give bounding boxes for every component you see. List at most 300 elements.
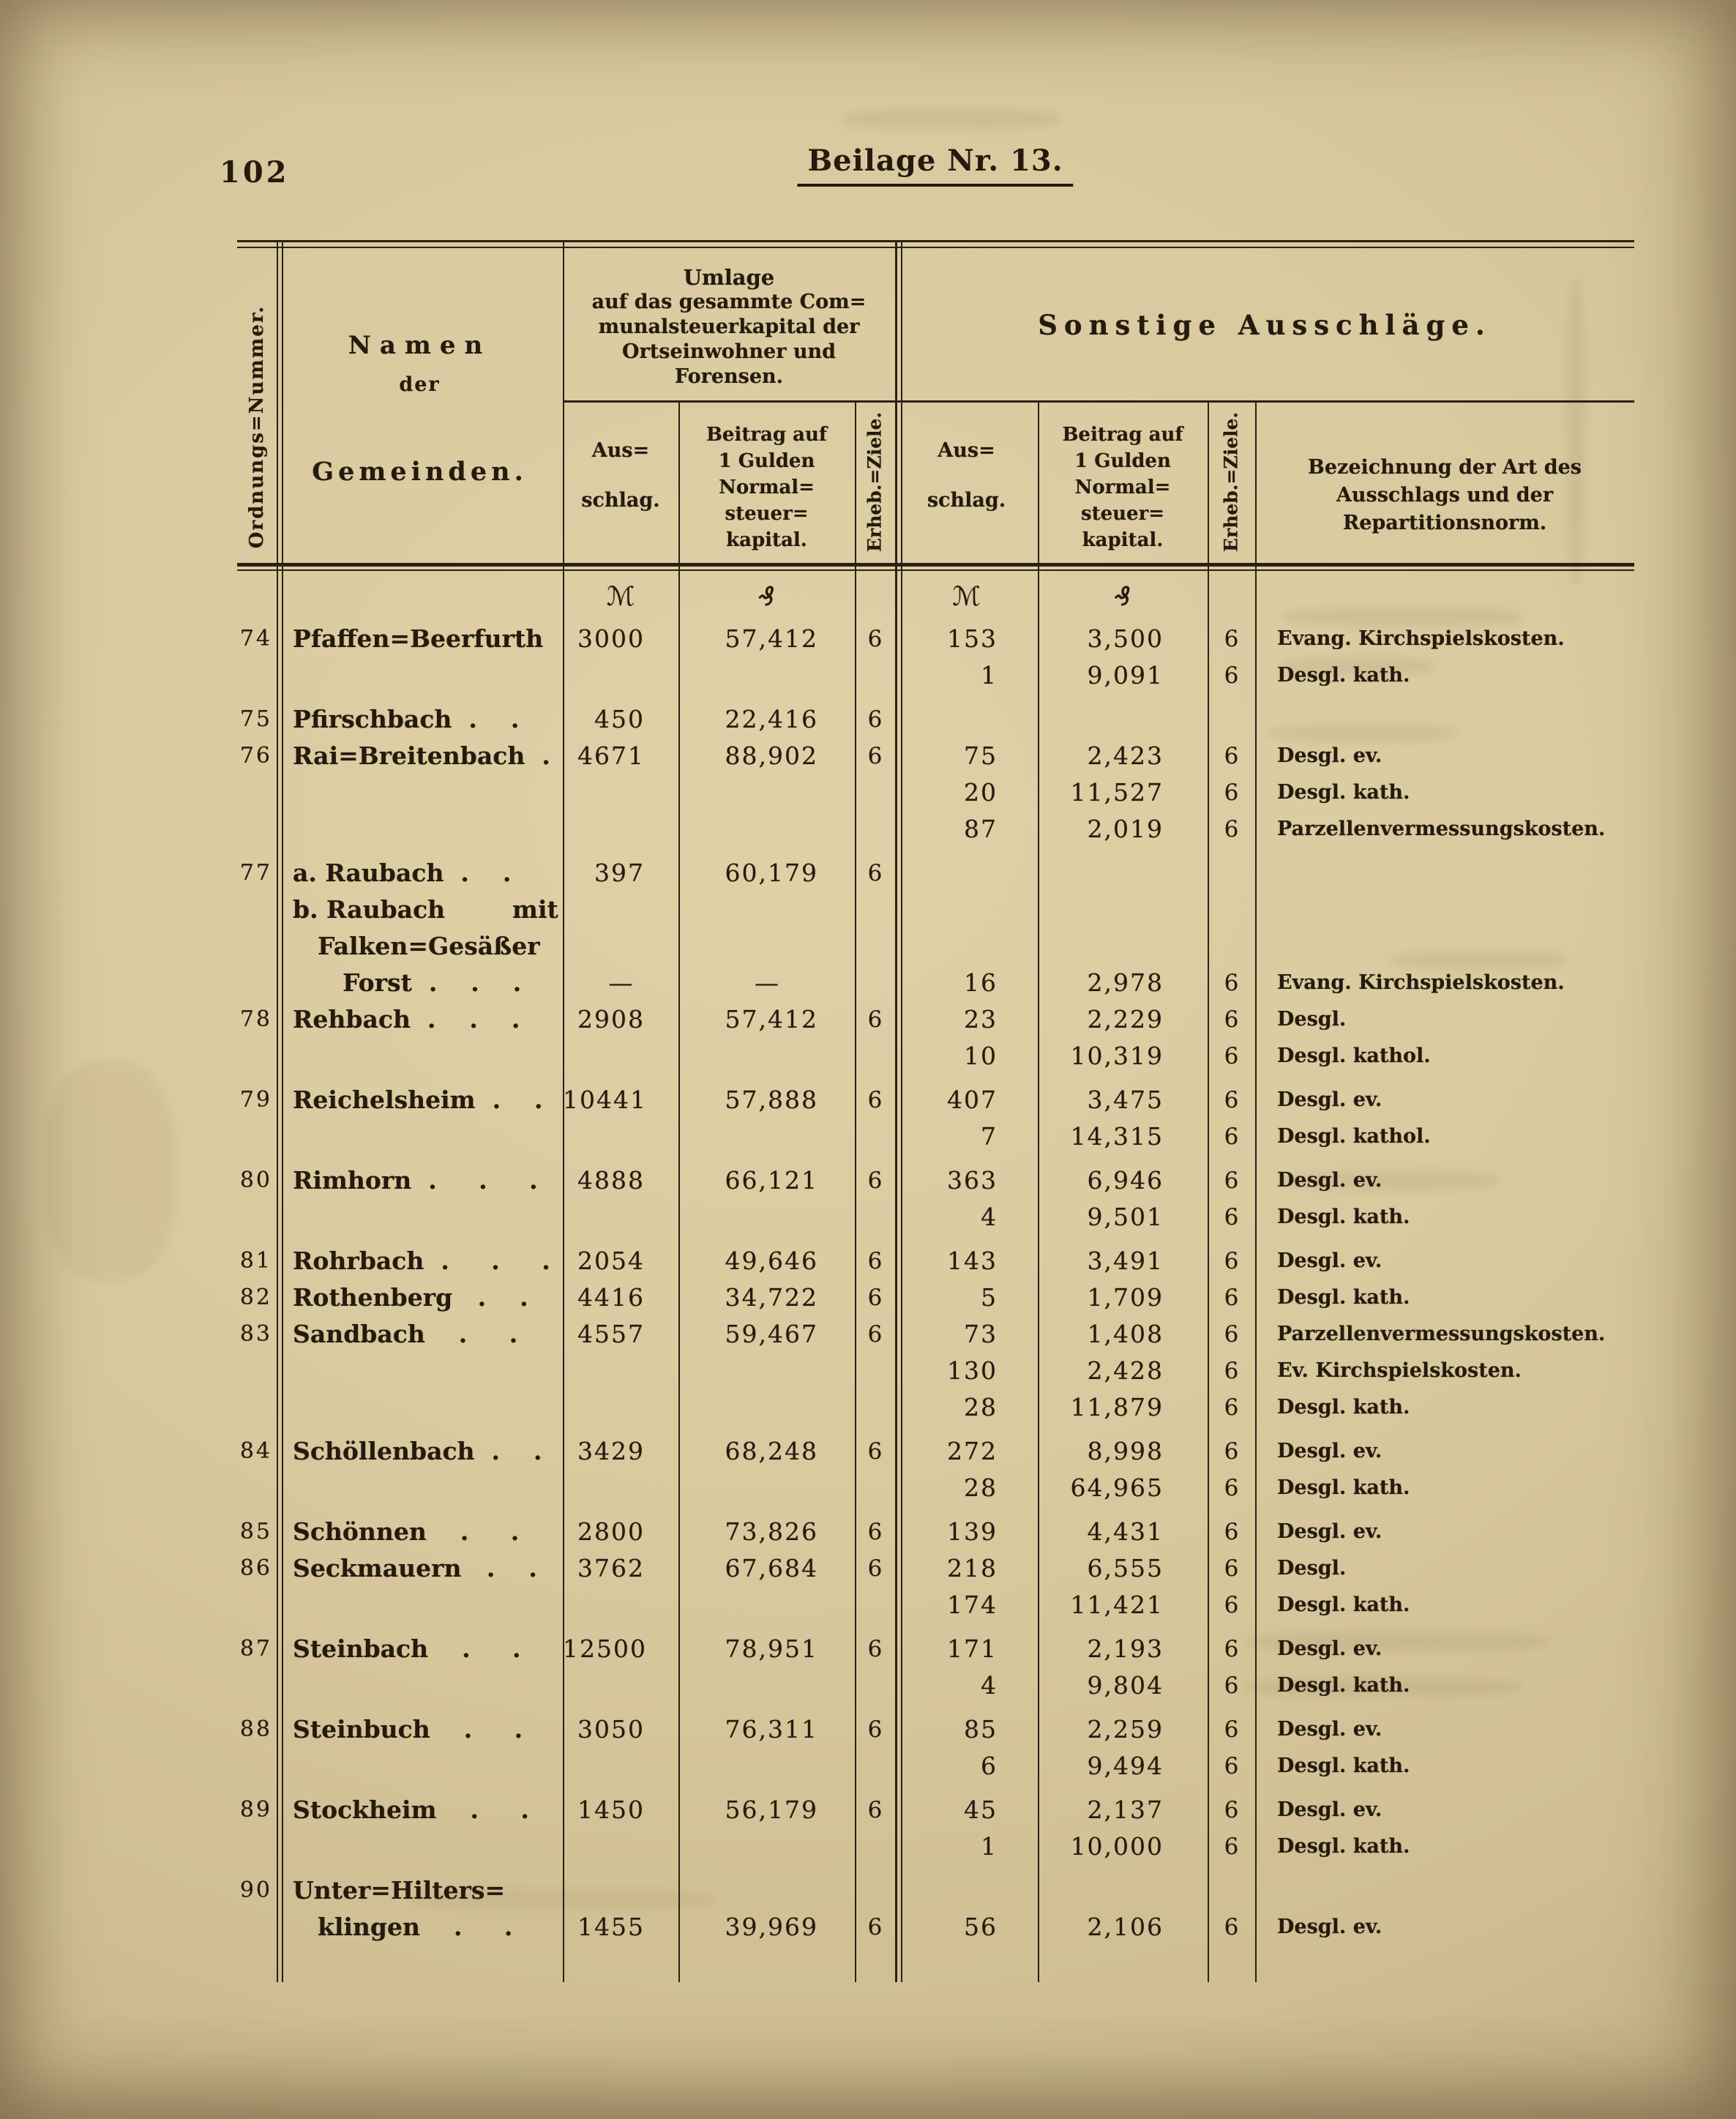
cell-sonstige-beitrag: 2,423 <box>1087 741 1164 770</box>
beitrag-header-line: Beitrag auf <box>1062 424 1183 446</box>
table-row <box>237 1470 1634 1506</box>
cell-umlage-beitrag <box>678 1667 855 1704</box>
cell-ordnungsnummer <box>237 1389 277 1426</box>
cell-bezeichnung: Desgl. <box>1277 1557 1347 1580</box>
cell-umlage-ausschlag: 4671 <box>577 741 645 770</box>
cell-umlage-beitrag: 49,646 <box>725 1247 818 1275</box>
cell-umlage-beitrag <box>678 928 855 965</box>
cell-bezeichnung: Desgl. kath. <box>1277 1674 1410 1697</box>
cell-umlage-ausschlag <box>563 1389 678 1426</box>
cell-umlage-beitrag: 57,412 <box>725 1005 818 1034</box>
cell-ordnungsnummer <box>237 928 277 965</box>
bleedthrough-smudge <box>44 1061 176 1281</box>
ausschlag-header: Aus= <box>938 439 995 462</box>
table-row <box>237 1631 1634 1667</box>
umlage-header-line: Ortseinwohner und <box>622 340 836 363</box>
cell-ordnungsnummer <box>237 657 277 694</box>
cell-umlage-beitrag: 76,311 <box>725 1715 818 1744</box>
cell-umlage-erhebziele: 6 <box>867 1248 883 1274</box>
cell-sonstige-beitrag <box>1038 701 1208 738</box>
cell-umlage-erhebziele <box>855 1587 895 1623</box>
cell-gemeinde-name: klingen . . <box>318 1913 513 1941</box>
cell-sonstige-beitrag: 11,527 <box>1070 778 1164 807</box>
table-row <box>237 1909 1634 1946</box>
cell-ordnungsnummer: 86 <box>239 1555 272 1581</box>
cell-sonstige-ausschlag: 5 <box>981 1283 998 1312</box>
cell-bezeichnung: Desgl. ev. <box>1277 1440 1383 1462</box>
umlage-group-header <box>563 265 895 389</box>
table-row <box>237 1433 1634 1470</box>
cell-gemeinde-name: Forst . . . <box>343 968 522 997</box>
cell-sonstige-erhebziele <box>1208 928 1255 965</box>
cell-umlage-beitrag: 66,121 <box>725 1166 818 1195</box>
table-row <box>237 892 1634 928</box>
cell-gemeinde-name <box>277 1748 563 1784</box>
cell-bezeichnung: Desgl. ev. <box>1277 1916 1383 1938</box>
cell-bezeichnung <box>1255 928 1634 965</box>
cell-umlage-erhebziele <box>855 1748 895 1784</box>
cell-bezeichnung: Parzellenvermessungskosten. <box>1277 1323 1606 1345</box>
cell-umlage-ausschlag <box>563 1872 678 1909</box>
horizontal-rule <box>237 240 1634 242</box>
cell-bezeichnung: Desgl. kath. <box>1277 1396 1410 1419</box>
cell-sonstige-ausschlag: 28 <box>964 1473 998 1502</box>
cell-gemeinde-name <box>277 1828 563 1865</box>
cell-gemeinde-name <box>277 1667 563 1704</box>
table-row <box>237 738 1634 774</box>
erhebziele-column-label: Erheb.=Ziele. <box>864 411 886 553</box>
cell-sonstige-erhebziele: 6 <box>1224 1519 1239 1545</box>
cell-gemeinde-name <box>277 1389 563 1426</box>
cell-umlage-ausschlag <box>563 1038 678 1075</box>
cell-umlage-ausschlag: 2800 <box>577 1517 645 1546</box>
umlage-header-line: Forensen. <box>674 365 784 388</box>
table-row <box>237 657 1634 694</box>
bezeichnung-header-line: Bezeichnung der Art des <box>1308 456 1582 479</box>
cell-sonstige-erhebziele: 6 <box>1224 1636 1239 1662</box>
cell-bezeichnung: Desgl. kath. <box>1277 1476 1410 1499</box>
cell-sonstige-erhebziele: 6 <box>1224 1834 1239 1860</box>
table-row <box>237 1279 1634 1316</box>
cell-sonstige-ausschlag: 7 <box>981 1122 998 1151</box>
cell-sonstige-beitrag: 2,106 <box>1087 1913 1164 1941</box>
bezeichnung-header-line: Repartitionsnorm. <box>1342 512 1547 534</box>
cell-sonstige-beitrag: 14,315 <box>1070 1122 1164 1151</box>
cell-bezeichnung: Desgl. kathol. <box>1277 1044 1431 1067</box>
cell-ordnungsnummer <box>237 1118 277 1155</box>
cell-umlage-ausschlag: 3429 <box>577 1437 645 1465</box>
tax-table <box>237 240 1634 1997</box>
cell-sonstige-erhebziele: 6 <box>1224 1592 1239 1618</box>
cell-gemeinde-name: Schönnen . . <box>293 1517 520 1546</box>
cell-umlage-ausschlag <box>563 1828 678 1865</box>
cell-gemeinde-name <box>277 1038 563 1075</box>
cell-bezeichnung: Evang. Kirchspielskosten. <box>1277 627 1565 650</box>
cell-ordnungsnummer <box>237 774 277 811</box>
cell-umlage-beitrag <box>678 1872 855 1909</box>
cell-bezeichnung: Desgl. <box>1277 1008 1347 1031</box>
cell-umlage-ausschlag: 3000 <box>577 624 645 653</box>
ausschlag-header: schlag. <box>927 489 1006 512</box>
cell-ordnungsnummer: 76 <box>239 743 272 769</box>
cell-sonstige-erhebziele <box>1208 1872 1255 1909</box>
cell-umlage-ausschlag: 4888 <box>577 1166 645 1195</box>
umlage-header-line: auf das gesammte Com= <box>591 291 867 313</box>
cell-ordnungsnummer <box>237 811 277 848</box>
cell-sonstige-ausschlag: 363 <box>947 1166 998 1195</box>
cell-umlage-erhebziele: 6 <box>867 1285 883 1311</box>
horizontal-rule <box>237 247 1634 248</box>
table-row <box>237 1118 1634 1155</box>
cell-sonstige-ausschlag: 87 <box>964 815 998 843</box>
table-row <box>237 928 1634 965</box>
empty-cell <box>1255 578 1634 616</box>
cell-sonstige-ausschlag <box>895 928 1038 965</box>
horizontal-rule <box>237 569 1634 571</box>
cell-gemeinde-name: Rai=Breitenbach . <box>293 741 550 770</box>
cell-sonstige-beitrag: 2,428 <box>1087 1356 1164 1385</box>
beitrag-header-line: Beitrag auf <box>706 424 828 446</box>
cell-umlage-beitrag: 68,248 <box>725 1437 818 1465</box>
cell-bezeichnung: Desgl. ev. <box>1277 1169 1383 1192</box>
cell-umlage-erhebziele: 6 <box>867 1716 883 1743</box>
cell-ordnungsnummer <box>237 1353 277 1389</box>
cell-gemeinde-name <box>277 1470 563 1506</box>
cell-umlage-ausschlag: 450 <box>594 705 645 733</box>
cell-sonstige-beitrag: 2,019 <box>1087 815 1164 843</box>
cell-umlage-erhebziele <box>855 1389 895 1426</box>
cell-bezeichnung: Desgl. ev. <box>1277 1249 1383 1272</box>
cell-umlage-erhebziele: 6 <box>867 1555 883 1582</box>
cell-umlage-beitrag: 67,684 <box>725 1554 818 1582</box>
cell-sonstige-erhebziele <box>1208 701 1255 738</box>
cell-sonstige-erhebziele: 6 <box>1224 626 1239 652</box>
cell-umlage-beitrag <box>678 774 855 811</box>
cell-umlage-ausschlag: 2054 <box>577 1247 645 1275</box>
cell-ordnungsnummer: 82 <box>239 1285 272 1310</box>
cell-sonstige-ausschlag <box>895 701 1038 738</box>
cell-sonstige-beitrag: 9,501 <box>1087 1203 1164 1231</box>
cell-gemeinde-name: Rothenberg . . <box>293 1283 528 1312</box>
cell-umlage-beitrag <box>678 1353 855 1389</box>
empty-cell <box>237 578 277 616</box>
cell-sonstige-ausschlag: 171 <box>947 1634 998 1663</box>
cell-sonstige-beitrag: 11,421 <box>1070 1591 1164 1619</box>
cell-sonstige-erhebziele: 6 <box>1224 1753 1239 1779</box>
cell-sonstige-ausschlag: 174 <box>947 1591 998 1619</box>
cell-umlage-beitrag <box>678 1587 855 1623</box>
cell-sonstige-ausschlag: 75 <box>964 741 998 770</box>
cell-bezeichnung: Desgl. ev. <box>1277 1637 1383 1660</box>
cell-umlage-beitrag <box>678 811 855 848</box>
page-number: 102 <box>220 155 290 190</box>
cell-sonstige-ausschlag: 1 <box>981 661 998 689</box>
cell-gemeinde-name: Pfaffen=Beerfurth <box>293 624 544 653</box>
cell-sonstige-ausschlag: 85 <box>964 1715 998 1744</box>
empty-cell <box>1208 578 1255 616</box>
cell-sonstige-beitrag: 2,978 <box>1087 968 1164 997</box>
cell-sonstige-beitrag: 1,709 <box>1087 1283 1164 1312</box>
cell-gemeinde-name: Rohrbach . . . <box>293 1247 550 1275</box>
cell-gemeinde-name: Pfirschbach . . <box>293 705 520 733</box>
cell-sonstige-erhebziele <box>1208 855 1255 892</box>
cell-sonstige-beitrag: 1,408 <box>1087 1320 1164 1348</box>
beitrag-header-line: kapital. <box>1082 529 1164 551</box>
cell-sonstige-erhebziele: 6 <box>1224 662 1239 689</box>
cell-umlage-erhebziele: 6 <box>867 626 883 652</box>
cell-ordnungsnummer <box>237 1470 277 1506</box>
cell-sonstige-erhebziele: 6 <box>1224 1673 1239 1699</box>
cell-bezeichnung: Evang. Kirchspielskosten. <box>1277 971 1565 994</box>
bezeichnung-header-line: Ausschlags und der <box>1336 484 1554 507</box>
cell-umlage-erhebziele <box>855 1828 895 1865</box>
cell-ordnungsnummer: 90 <box>239 1877 272 1903</box>
empty-cell <box>277 578 563 616</box>
cell-umlage-erhebziele <box>855 774 895 811</box>
beitrag-header-line: kapital. <box>726 529 807 551</box>
cell-sonstige-ausschlag: 16 <box>964 968 998 997</box>
cell-umlage-beitrag <box>678 657 855 694</box>
cell-umlage-beitrag: 57,888 <box>725 1085 818 1114</box>
cell-bezeichnung: Desgl. kath. <box>1277 664 1410 687</box>
cell-umlage-beitrag: 78,951 <box>725 1634 818 1663</box>
pfennig-unit-symbol: ₰ <box>1114 582 1131 612</box>
table-row <box>237 1199 1634 1236</box>
beitrag-header-line: Normal= <box>719 477 815 498</box>
cell-sonstige-ausschlag: 130 <box>947 1356 998 1385</box>
cell-sonstige-ausschlag: 10 <box>964 1042 998 1070</box>
cell-gemeinde-name: Seckmauern . . <box>293 1554 537 1582</box>
table-row <box>237 1082 1634 1118</box>
table-row <box>237 1001 1634 1038</box>
table-row <box>237 1353 1634 1389</box>
empty-cell <box>855 578 895 616</box>
table-row <box>237 774 1634 811</box>
cell-sonstige-ausschlag: 153 <box>947 624 998 653</box>
cell-bezeichnung: Desgl. ev. <box>1277 1798 1383 1821</box>
beitrag-header <box>678 422 855 553</box>
cell-umlage-erhebziele <box>855 892 895 928</box>
pfennig-unit-symbol: ₰ <box>758 582 775 612</box>
cell-sonstige-erhebziele: 6 <box>1224 743 1239 769</box>
cell-umlage-erhebziele <box>855 965 895 1001</box>
cell-sonstige-ausschlag: 23 <box>964 1005 998 1034</box>
units-row <box>237 578 1634 616</box>
cell-ordnungsnummer <box>237 1587 277 1623</box>
cell-gemeinde-name: Sandbach . . <box>293 1320 518 1348</box>
cell-ordnungsnummer <box>237 965 277 1001</box>
cell-sonstige-erhebziele: 6 <box>1224 1124 1239 1150</box>
cell-sonstige-ausschlag: 45 <box>964 1795 998 1824</box>
table-row <box>237 1243 1634 1279</box>
cell-umlage-beitrag <box>678 1828 855 1865</box>
cell-ordnungsnummer: 78 <box>239 1006 272 1032</box>
cell-ordnungsnummer: 74 <box>239 626 272 651</box>
cell-sonstige-ausschlag <box>895 855 1038 892</box>
cell-ordnungsnummer <box>237 892 277 928</box>
cell-ordnungsnummer <box>237 1909 277 1946</box>
cell-sonstige-ausschlag: 20 <box>964 778 998 807</box>
cell-sonstige-erhebziele: 6 <box>1224 1797 1239 1823</box>
cell-bezeichnung: Desgl. kath. <box>1277 1286 1410 1309</box>
table-row <box>237 621 1634 657</box>
table-row <box>237 1514 1634 1550</box>
beitrag-header-line: 1 Gulden <box>718 450 815 472</box>
cell-ordnungsnummer: 87 <box>239 1636 272 1662</box>
cell-bezeichnung: Desgl. kathol. <box>1277 1125 1431 1148</box>
ausschlag-header: Aus= <box>591 439 650 462</box>
cell-umlage-ausschlag: 1450 <box>577 1795 645 1824</box>
cell-umlage-erhebziele: 6 <box>867 1797 883 1823</box>
cell-sonstige-ausschlag: 6 <box>981 1752 998 1780</box>
cell-sonstige-ausschlag: 56 <box>964 1913 998 1941</box>
cell-sonstige-erhebziele: 6 <box>1224 1394 1239 1421</box>
cell-sonstige-erhebziele: 6 <box>1224 1006 1239 1033</box>
cell-umlage-ausschlag <box>563 657 678 694</box>
cell-sonstige-beitrag: 9,091 <box>1087 661 1164 689</box>
cell-sonstige-beitrag: 2,193 <box>1087 1634 1164 1663</box>
cell-umlage-erhebziele: 6 <box>867 860 883 886</box>
table-row <box>237 811 1634 848</box>
cell-umlage-ausschlag <box>563 774 678 811</box>
cell-sonstige-ausschlag: 139 <box>947 1517 998 1546</box>
horizontal-rule <box>563 400 1634 403</box>
table-row <box>237 1792 1634 1828</box>
cell-bezeichnung <box>1255 892 1634 928</box>
cell-bezeichnung: Desgl. kath. <box>1277 1754 1410 1777</box>
cell-umlage-ausschlag: 1455 <box>577 1913 645 1941</box>
cell-gemeinde-name <box>277 1587 563 1623</box>
cell-sonstige-erhebziele: 6 <box>1224 1358 1239 1384</box>
cell-bezeichnung: Desgl. kath. <box>1277 1206 1410 1228</box>
cell-sonstige-beitrag: 3,491 <box>1087 1247 1164 1275</box>
cell-sonstige-erhebziele: 6 <box>1224 1167 1239 1194</box>
cell-ordnungsnummer <box>237 1667 277 1704</box>
cell-bezeichnung: Parzellenvermessungskosten. <box>1277 818 1606 840</box>
cell-sonstige-ausschlag: 143 <box>947 1247 998 1275</box>
cell-sonstige-erhebziele: 6 <box>1224 1043 1239 1069</box>
umlage-header-line: Umlage <box>683 265 775 290</box>
cell-sonstige-ausschlag <box>895 1872 1038 1909</box>
cell-umlage-beitrag: 39,969 <box>725 1913 818 1941</box>
cell-umlage-ausschlag <box>563 1748 678 1784</box>
cell-umlage-beitrag: 34,722 <box>725 1283 818 1312</box>
cell-ordnungsnummer <box>237 1828 277 1865</box>
cell-ordnungsnummer: 83 <box>239 1321 272 1347</box>
cell-umlage-erhebziele: 6 <box>867 1636 883 1662</box>
cell-umlage-erhebziele <box>855 1118 895 1155</box>
cell-sonstige-erhebziele: 6 <box>1224 1716 1239 1743</box>
cell-umlage-ausschlag: 4557 <box>577 1320 645 1348</box>
cell-sonstige-erhebziele <box>1208 892 1255 928</box>
cell-sonstige-beitrag: 2,137 <box>1087 1795 1164 1824</box>
cell-gemeinde-name <box>277 811 563 848</box>
table-row <box>237 1587 1634 1623</box>
table-row <box>237 1038 1634 1075</box>
table-row <box>237 965 1634 1001</box>
cell-bezeichnung: Desgl. kath. <box>1277 781 1410 804</box>
cell-gemeinde-name: Steinbuch . . <box>293 1715 523 1744</box>
cell-umlage-erhebziele: 6 <box>867 706 883 733</box>
cell-umlage-beitrag <box>678 892 855 928</box>
table-row <box>237 1550 1634 1587</box>
cell-sonstige-ausschlag: 28 <box>964 1393 998 1421</box>
cell-sonstige-beitrag <box>1038 928 1208 965</box>
cell-umlage-ausschlag: — <box>608 968 633 997</box>
cell-sonstige-ausschlag: 1 <box>981 1832 998 1861</box>
cell-sonstige-beitrag: 11,879 <box>1070 1393 1164 1421</box>
sonstige-group-header: Sonstige Ausschläge. <box>1038 309 1492 341</box>
names-header-line1: Namen <box>348 331 492 360</box>
cell-ordnungsnummer: 84 <box>239 1438 272 1464</box>
cell-umlage-beitrag: — <box>755 968 779 997</box>
cell-sonstige-beitrag: 9,804 <box>1087 1671 1164 1700</box>
names-header-line2: der <box>399 373 441 396</box>
cell-bezeichnung: Desgl. ev. <box>1277 744 1383 767</box>
cell-umlage-erhebziele <box>855 1353 895 1389</box>
cell-sonstige-erhebziele: 6 <box>1224 1914 1239 1940</box>
cell-umlage-beitrag: 73,826 <box>725 1517 818 1546</box>
cell-gemeinde-name <box>277 774 563 811</box>
cell-umlage-beitrag <box>678 1199 855 1236</box>
cell-umlage-erhebziele: 6 <box>867 1438 883 1465</box>
cell-sonstige-erhebziele: 6 <box>1224 1087 1239 1113</box>
cell-gemeinde-name: Steinbach . . <box>293 1634 521 1663</box>
cell-sonstige-erhebziele: 6 <box>1224 1321 1239 1348</box>
cell-sonstige-erhebziele: 6 <box>1224 1555 1239 1582</box>
erhebziele-column-label: Erheb.=Ziele. <box>1220 411 1242 553</box>
umlage-header-line: munalsteuerkapital der <box>598 315 860 338</box>
cell-sonstige-beitrag: 3,475 <box>1087 1085 1164 1114</box>
cell-umlage-ausschlag <box>563 1118 678 1155</box>
beitrag-header-line: Normal= <box>1074 477 1171 498</box>
cell-umlage-beitrag: 56,179 <box>725 1795 818 1824</box>
cell-sonstige-ausschlag: 73 <box>964 1320 998 1348</box>
cell-sonstige-erhebziele: 6 <box>1224 1438 1239 1465</box>
cell-ordnungsnummer: 88 <box>239 1716 272 1742</box>
cell-ordnungsnummer: 89 <box>239 1797 272 1823</box>
cell-umlage-ausschlag <box>563 1667 678 1704</box>
cell-bezeichnung: Desgl. ev. <box>1277 1718 1383 1741</box>
cell-sonstige-ausschlag: 4 <box>981 1671 998 1700</box>
cell-sonstige-beitrag: 2,229 <box>1087 1005 1164 1034</box>
cell-umlage-erhebziele <box>855 1872 895 1909</box>
cell-sonstige-beitrag <box>1038 855 1208 892</box>
table-row <box>237 855 1634 892</box>
cell-bezeichnung <box>1255 701 1634 738</box>
cell-umlage-ausschlag: 3050 <box>577 1715 645 1744</box>
cell-sonstige-ausschlag: 4 <box>981 1203 998 1231</box>
cell-sonstige-beitrag: 9,494 <box>1087 1752 1164 1780</box>
cell-sonstige-erhebziele: 6 <box>1224 1204 1239 1230</box>
cell-umlage-ausschlag: 10441 <box>563 1085 647 1114</box>
cell-ordnungsnummer: 79 <box>239 1087 272 1113</box>
cell-sonstige-erhebziele: 6 <box>1224 970 1239 996</box>
ausschlag-header: schlag. <box>581 489 660 512</box>
cell-sonstige-beitrag: 10,000 <box>1070 1832 1164 1861</box>
cell-gemeinde-name: Rimhorn . . . <box>293 1166 538 1195</box>
horizontal-rule <box>237 563 1634 567</box>
ordnungsnummer-column-label: Ordnungs=Nummer. <box>246 304 268 549</box>
cell-umlage-beitrag <box>678 1470 855 1506</box>
bleedthrough-smudge <box>842 108 1061 129</box>
cell-ordnungsnummer: 75 <box>239 706 272 732</box>
cell-umlage-ausschlag: 2908 <box>577 1005 645 1034</box>
cell-sonstige-beitrag <box>1038 1872 1208 1909</box>
cell-umlage-erhebziele: 6 <box>867 1914 883 1940</box>
table-row <box>237 1316 1634 1353</box>
cell-bezeichnung <box>1255 1872 1634 1909</box>
